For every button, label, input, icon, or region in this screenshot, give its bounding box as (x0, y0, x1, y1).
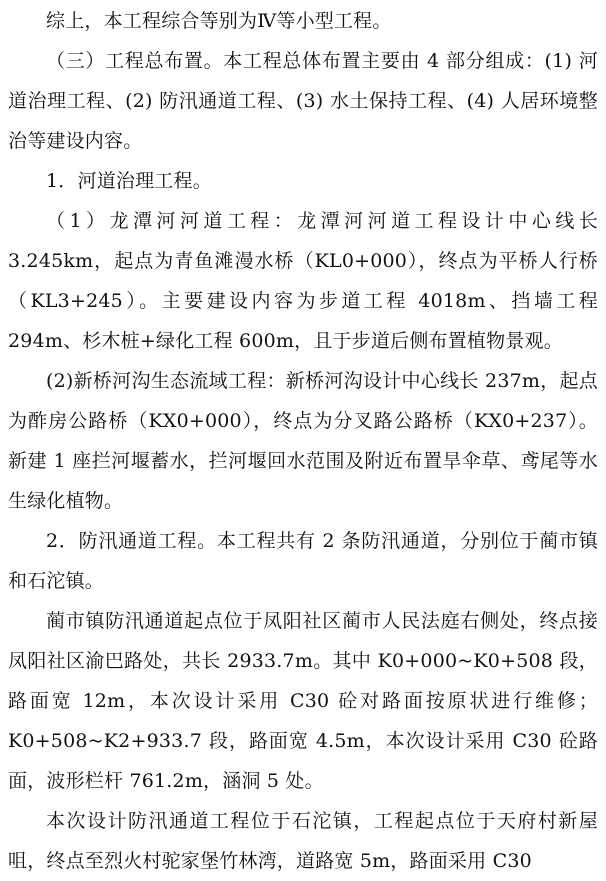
heading-flood-road: 2．防汛通道工程。本工程共有 2 条防汛通道，分别位于蔺市镇和石沱镇。 (8, 530, 598, 592)
paragraph-shituo-road: 本次设计防汛通道工程位于石沱镇，工程起点位于天府村新屋咀，终点至烈火村驼家堡竹林湾，道路宽 5m，路面采用 C30 (8, 810, 598, 872)
heading-river-works: 1．河道治理工程。 (46, 170, 212, 192)
paragraph-longtan-river: （1）龙潭河河道工程：龙潭河河道工程设计中心线长 3.245km，起点为青鱼滩漫水桥（KL0+000），终点为平桥人行桥（KL3+245）。主要建设内容为步道工程 4018m、挡墙工程 294m、杉木桩+绿化工程 600m，且于步道后侧布置植物景观。 (8, 210, 598, 352)
paragraph-general-layout: （三）工程总布置。本工程总体布置主要由 4 部分组成：(1) 河道治理工程、(2) 防汛通道工程、(3) 水土保持工程、(4) 人居环境整治等建设内容。 (8, 50, 598, 152)
paragraph-xinqiao-ditch: (2)新桥河沟生态流域工程：新桥河沟设计中心线长 237m，起点为酢房公路桥（KX0+000），终点为分叉路公路桥（KX0+237）。新建 1 座拦河堰蓄水，拦河堰回水范围及附近布置旱伞草、鸢尾等水生绿化植物。 (8, 370, 598, 512)
paragraph-linshi-road: 蔺市镇防汛通道起点位于凤阳社区蔺市人民法庭右侧处，终点接凤阳社区渝巴路处，共长 2933.7m。其中 K0+000~K0+508 段，路面宽 12m，本次设计采用 C30 砼对路面按原状进行维修；K0+508~K2+933.7 段，路面宽 4.5m，本次设计采用 C30 砼路面，波形栏杆 761.2m，涵洞 5 处。 (8, 610, 598, 792)
paragraph-summary: 综上，本工程综合等别为Ⅳ等小型工程。 (46, 10, 392, 32)
